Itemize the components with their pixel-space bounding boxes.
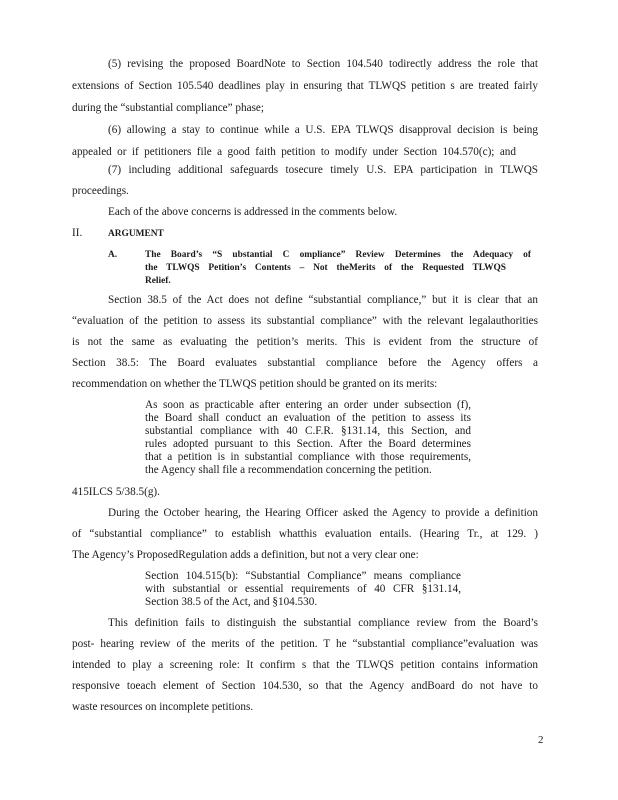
subsection-heading-line-2: the TLWQS Petition’s Contents – Not theMerits of the Requested TLWQS — [145, 263, 506, 273]
para-hearing-line-2: of “substantial compliance” to establish whatthis evaluation entails. (Hearing Tr., at 129. ) — [72, 528, 538, 540]
para-item-7-line-1: (7) including additional safeguards tosecure timely U.S. EPA participation in TLWQS — [108, 164, 538, 176]
definition-quote-line-2: with substantial or essential requirements of 40 CFR §131.14, — [145, 583, 461, 595]
para-hearing-line-1: During the October hearing, the Hearing Officer asked the Agency to provide a definition — [108, 507, 538, 519]
block-quote-line-3: substantial compliance with 40 C.F.R. §131.14, this Section, and — [145, 425, 471, 437]
subsection-label: A. — [108, 250, 118, 260]
para-section-line-3: is not the same as evaluating the petition’s merits. This is evident from the structure of — [72, 336, 538, 348]
citation: 415ILCS 5/38.5(g). — [72, 486, 160, 498]
para-hearing-line-3: The Agency’s ProposedRegulation adds a definition, but not a very clear one: — [72, 549, 419, 561]
definition-quote-line-3: Section 38.5 of the Act, and §104.530. — [145, 596, 318, 608]
section-number: II. — [72, 227, 83, 239]
block-quote-line-4: rules adopted pursuant to this Section. After the Board determines — [145, 438, 471, 450]
para-section-line-4: Section 38.5: The Board evaluates substantial compliance before the Agency offers a — [72, 357, 538, 369]
block-quote-line-6: the Agency shall file a recommendation concerning the petition. — [145, 464, 432, 476]
para-definition-line-4: responsive toeach element of Section 104.530, so that the Agency andBoard do not have to — [72, 680, 538, 692]
block-quote-line-1: As soon as practicable after entering an order under subsection (f), — [145, 399, 471, 411]
para-section-line-1: Section 38.5 of the Act does not define “substantial compliance,” but it is clear that an — [108, 294, 538, 306]
para-item-5-line-2: extensions of Section 105.540 deadlines play in ensuring that TLWQS petition s are treated fairly — [72, 80, 538, 92]
subsection-heading-line-1: The Board’s “S ubstantial C ompliance” Review Determines the Adequacy of — [145, 250, 531, 260]
para-definition-line-2: post- hearing review of the merits of the petition. T he “substantial compliance”evaluation was — [72, 638, 538, 650]
block-quote-line-5: that a petition is in substantial compliance with those requirements, — [145, 451, 471, 463]
para-definition-line-1: This definition fails to distinguish the substantial compliance review from the Board’s — [108, 617, 538, 629]
section-heading: ARGUMENT — [108, 229, 164, 239]
definition-quote-line-1: Section 104.515(b): “Substantial Compliance” means compliance — [145, 570, 461, 582]
page-number: 2 — [538, 734, 544, 746]
para-definition-line-5: waste resources on incomplete petitions. — [72, 701, 254, 713]
para-section-line-2: “evaluation of the petition to assess its substantial compliance” with the relevant legalauthorities — [72, 315, 538, 327]
block-quote-line-2: the Board shall conduct an evaluation of the petition to assess its — [145, 412, 471, 424]
para-item-5-line-3: during the “substantial compliance” phase; — [72, 102, 264, 114]
para-definition-line-3: intended to play a screening role: It confirm s that the TLWQS petition contains information — [72, 659, 538, 671]
para-item-6-line-1: (6) allowing a stay to continue while a U.S. EPA TLWQS disapproval decision is being — [108, 124, 538, 136]
para-item-6-line-2: appealed or if petitioners file a good faith petition to modify under Section 104.570(c); and — [72, 146, 516, 158]
para-intro-closing: Each of the above concerns is addressed in the comments below. — [108, 206, 398, 218]
para-item-5-line-1: (5) revising the proposed BoardNote to Section 104.540 todirectly address the role that — [108, 58, 538, 70]
para-section-line-5: recommendation on whether the TLWQS petition should be granted on its merits: — [72, 378, 438, 390]
subsection-heading-line-3: Relief. — [145, 276, 171, 286]
para-item-7-line-2: proceedings. — [72, 185, 129, 197]
